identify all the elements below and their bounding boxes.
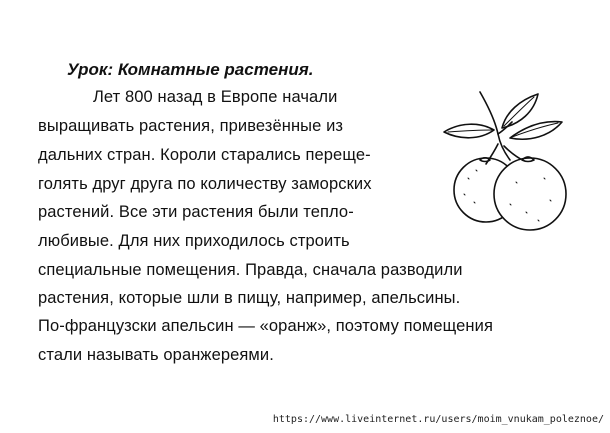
text-line-6: любивые. Для них приходилось строить [38, 232, 350, 250]
orange-branch-icon [440, 82, 590, 232]
text-line-4: голять друг друга по количеству заморских [38, 175, 372, 193]
lesson-title: Урок: Комнатные растения. [67, 60, 314, 79]
text-line-5: растений. Все эти растения были тепло- [38, 203, 354, 221]
text-line-7: специальные помещения. Правда, сначала разводили [38, 261, 463, 279]
text-line-2: выращивать растения, привезённые из [38, 117, 344, 135]
text-line-8: растения, которые шли в пищу, например, апельсины. [38, 289, 461, 307]
text-line-10: стали называть оранжереями. [38, 346, 274, 364]
text-line-9: По-французски апельсин — «оранж», поэтому помещения [38, 317, 493, 335]
source-url: https://www.liveinternet.ru/users/moim_vnukam_poleznoe/ [272, 414, 604, 425]
text-line-1: Лет 800 назад в Европе начали [93, 88, 338, 106]
text-line-3: дальних стран. Короли старались переще- [38, 146, 371, 164]
